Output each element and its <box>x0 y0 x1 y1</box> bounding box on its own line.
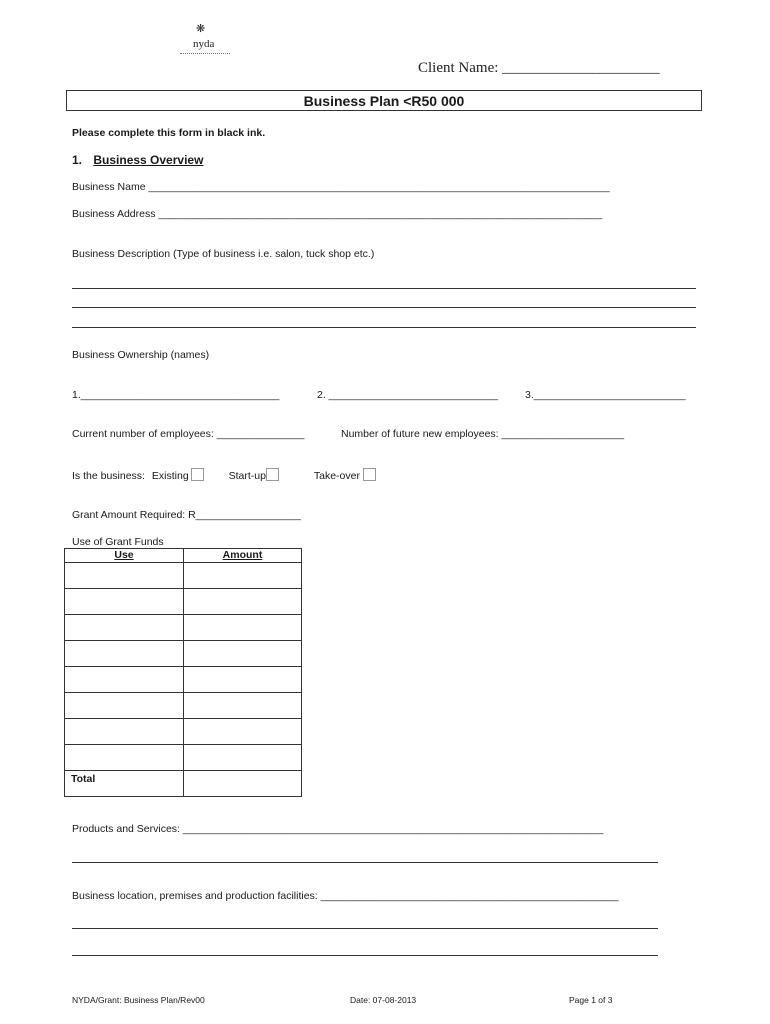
logo-wordmark: nyda <box>193 38 215 50</box>
description-line-1[interactable] <box>72 288 696 289</box>
use-cell[interactable] <box>65 693 184 719</box>
location-field[interactable]: Business location, premises and production facilities: ___________________________________________________ <box>72 890 619 902</box>
instruction-text: Please complete this form in black ink. <box>72 127 266 139</box>
current-employees-field[interactable]: Current number of employees: _______________ <box>72 428 305 440</box>
ownership-label: Business Ownership (names) <box>72 349 210 361</box>
amount-cell[interactable] <box>184 719 302 745</box>
existing-checkbox[interactable] <box>191 468 204 481</box>
location-line-2[interactable] <box>72 928 658 929</box>
location-line-3[interactable] <box>72 955 658 956</box>
use-cell[interactable] <box>65 589 184 615</box>
logo-tagline <box>180 53 230 56</box>
amount-cell[interactable] <box>184 693 302 719</box>
section-title: Business Overview <box>93 153 204 167</box>
title-box <box>66 90 702 111</box>
use-cell[interactable] <box>65 563 184 589</box>
footer-date: Date: 07-08-2013 <box>350 995 417 1005</box>
table-header-row <box>65 549 302 563</box>
total-row <box>65 771 302 797</box>
amount-cell[interactable] <box>184 563 302 589</box>
business-type-row <box>72 468 376 482</box>
footer-page-number: Page 1 of 3 <box>569 995 613 1005</box>
owner-2-field[interactable]: 2. _____________________________ <box>317 389 499 401</box>
grant-funds-table <box>64 548 302 797</box>
existing-label: Existing <box>151 470 189 482</box>
products-services-field[interactable]: Products and Services: ________________________________________________________________________ <box>72 823 604 835</box>
use-cell[interactable] <box>65 615 184 641</box>
owner-3-field[interactable]: 3.__________________________ <box>525 389 686 401</box>
amount-cell[interactable] <box>184 589 302 615</box>
description-line-3[interactable] <box>72 327 696 328</box>
table-row <box>65 745 302 771</box>
table-row <box>65 641 302 667</box>
table-row <box>65 667 302 693</box>
total-amount-cell[interactable] <box>184 771 302 797</box>
startup-checkbox[interactable] <box>266 468 279 481</box>
section-heading <box>72 153 203 167</box>
startup-label: Start-up <box>228 470 266 482</box>
use-cell[interactable] <box>65 719 184 745</box>
column-header-use: Use <box>65 549 184 563</box>
business-type-label: Is the business: <box>72 470 145 482</box>
business-description-label: Business Description (Type of business i.e. salon, tuck shop etc.) <box>72 248 375 260</box>
footer-doc-ref: NYDA/Grant: Business Plan/Rev00 <box>72 995 205 1005</box>
use-of-funds-label: Use of Grant Funds <box>72 536 164 548</box>
client-name-field[interactable]: Client Name: _____________________ <box>418 60 660 76</box>
amount-cell[interactable] <box>184 615 302 641</box>
table-row <box>65 589 302 615</box>
grant-amount-field[interactable]: Grant Amount Required: R__________________ <box>72 509 301 521</box>
column-header-amount: Amount <box>184 549 302 563</box>
amount-cell[interactable] <box>184 745 302 771</box>
description-line-2[interactable] <box>72 307 696 308</box>
use-cell[interactable] <box>65 667 184 693</box>
nyda-logo <box>180 24 232 60</box>
logo-symbol-icon: ❋ <box>196 23 206 35</box>
products-line-2[interactable] <box>72 862 658 863</box>
business-name-field[interactable]: Business Name _______________________________________________________________________________ <box>72 181 610 193</box>
future-employees-field[interactable]: Number of future new employees: _____________________ <box>341 428 625 440</box>
use-cell[interactable] <box>65 745 184 771</box>
table-row <box>65 693 302 719</box>
table-row <box>65 615 302 641</box>
use-cell[interactable] <box>65 641 184 667</box>
page-title: Business Plan <R50 000 <box>303 93 465 109</box>
amount-cell[interactable] <box>184 641 302 667</box>
takeover-label: Take-over <box>313 470 360 482</box>
table-row <box>65 563 302 589</box>
amount-cell[interactable] <box>184 667 302 693</box>
total-label: Total <box>65 771 184 797</box>
takeover-checkbox[interactable] <box>363 468 376 481</box>
table-row <box>65 719 302 745</box>
business-address-field[interactable]: Business Address ____________________________________________________________________________ <box>72 208 603 220</box>
section-number: 1. <box>72 153 83 167</box>
owner-1-field[interactable]: 1.__________________________________ <box>72 389 280 401</box>
